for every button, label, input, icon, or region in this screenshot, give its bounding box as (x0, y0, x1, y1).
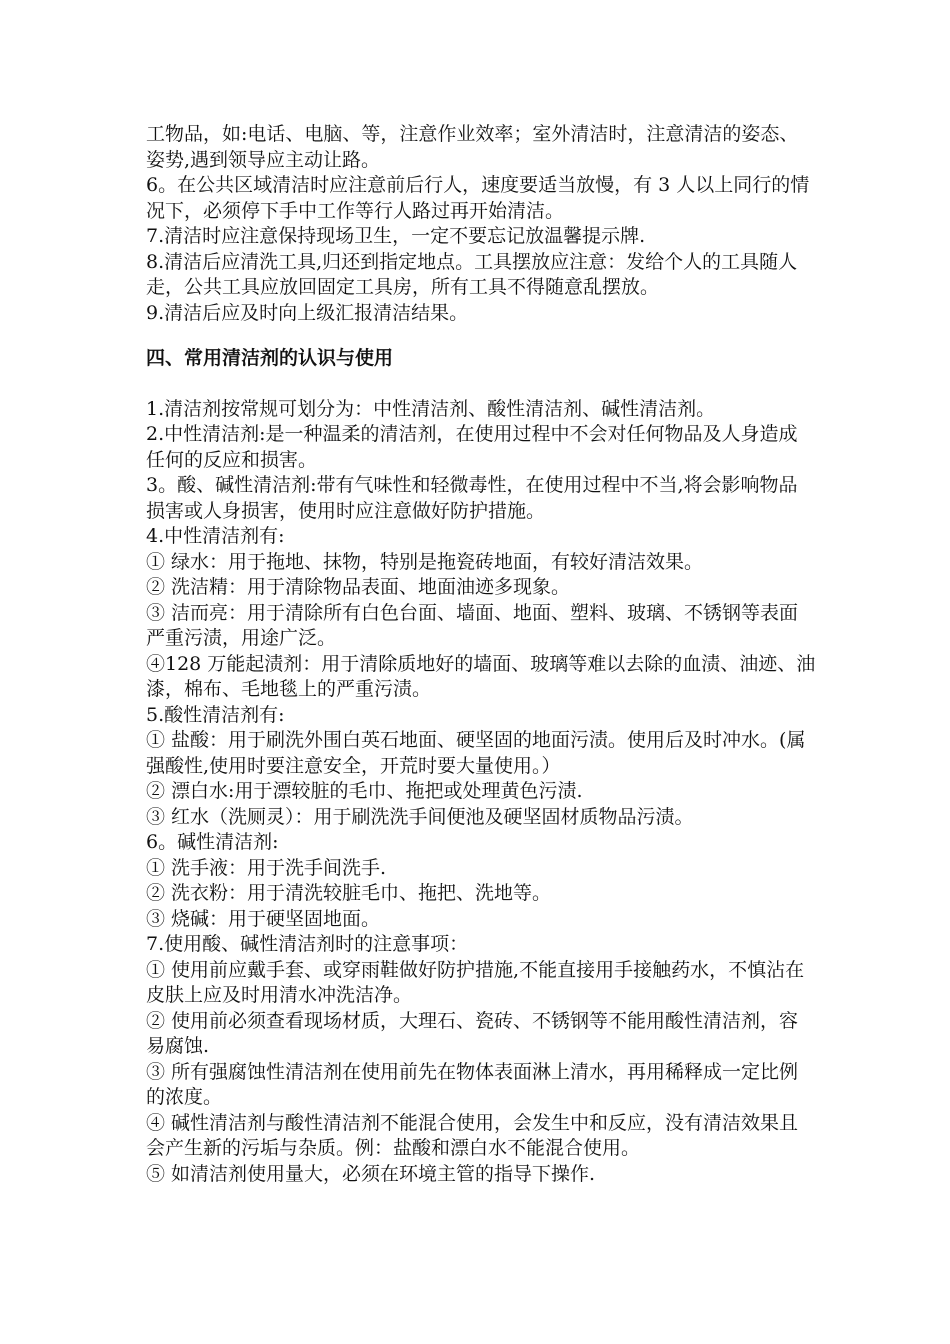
paragraph-item-7: 7.使用酸、碱性清洁剂时的注意事项： (146, 933, 469, 955)
list-item-caution-3: ③ 所有强腐蚀性清洁剂在使用前先在物体表面淋上清水，再用稀释成一定比例的浓度。 (146, 1060, 799, 1108)
paragraph-item-2: 2.中性清洁剂:是一种温柔的清洁剂，在使用过程中不会对任何物品及人身造成任何的反应和损害。 (146, 423, 798, 471)
list-item-acid-2: ② 漂白水:用于漂较脏的毛巾、拖把或处理黄色污渍. (146, 780, 583, 802)
paragraph-rule-7: 7.清洁时应注意保持现场卫生，一定不要忘记放温馨提示牌. (146, 225, 646, 247)
paragraph-item-3: 3。酸、碱性清洁剂:带有气味性和轻微毒性，在使用过程中不当,将会影响物品损害或人身损害，使用时应注意做好防护措施。 (146, 474, 798, 522)
paragraph-rule-6: 6。在公共区域清洁时应注意前后行人，速度要适当放慢，有 3 人以上同行的情况下，必须停下手中工作等行人路过再开始清洁。 (146, 174, 810, 222)
paragraph-rule-8: 8.清洁后应清洗工具,归还到指定地点。工具摆放应注意：发给个人的工具随人走，公共工具应放回固定工具房，所有工具不得随意乱摆放。 (146, 250, 798, 298)
document-page (146, 122, 816, 1187)
list-item-caution-1: ① 使用前应戴手套、或穿雨鞋做好防护措施,不能直接用手接触药水，不慎沾在皮肤上应及时用清水冲洗洁净。 (146, 958, 805, 1006)
list-item-alkali-1: ① 洗手液：用于洗手间洗手. (146, 856, 387, 879)
paragraph-item-1: 1.清洁剂按常规可划分为：中性清洁剂、酸性清洁剂、碱性清洁剂。 (146, 397, 716, 420)
list-item-caution-4: ④ 碱性清洁剂与酸性清洁剂不能混合使用，会发生中和反应，没有清洁效果且会产生新的污垢与杂质。例：盐酸和漂白水不能混合使用。 (146, 1111, 799, 1159)
list-item-neutral-1: ① 绿水：用于拖地、抹物，特别是拖瓷砖地面，有较好清洁效果。 (146, 550, 704, 573)
list-item-neutral-4: ④128 万能起渍剂：用于清除质地好的墙面、玻璃等难以去除的血渍、油迹、油漆，棉布、毛地毯上的严重污渍。 (146, 652, 816, 700)
section-heading: 四、常用清洁剂的认识与使用 (146, 347, 394, 369)
paragraph-item-5: 5.酸性清洁剂有: (146, 703, 285, 726)
list-item-alkali-2: ② 洗衣粉：用于清洗较脏毛巾、拖把、洗地等。 (146, 882, 552, 904)
list-item-alkali-3: ③ 烧碱：用于硬坚固地面。 (146, 907, 381, 930)
paragraph-item-4: 4.中性清洁剂有: (146, 525, 285, 547)
paragraph-item-6: 6。碱性清洁剂: (146, 831, 279, 853)
paragraph-rule-9: 9.清洁后应及时向上级汇报清洁结果。 (146, 301, 469, 324)
list-item-acid-1: ① 盐酸：用于刷洗外围白英石地面、硬坚固的地面污渍。使用后及时冲水。(属强酸性,使用时要注意安全，开荒时要大量使用。） (146, 729, 806, 777)
list-item-acid-3: ③ 红水（洗厕灵）：用于刷洗洗手间便池及硬坚固材质物品污渍。 (146, 805, 694, 828)
paragraph-rule-5-continued: 工物品，如:电话、电脑、等，注意作业效率；室外清洁时，注意清洁的姿态、姿势,遇到领导应主动让路。 (146, 123, 799, 171)
list-item-caution-2: ② 使用前必须查看现场材质，大理石、瓷砖、不锈钢等不能用酸性清洁剂，容易腐蚀. (146, 1009, 799, 1057)
list-item-caution-5: ⑤ 如清洁剂使用量大，必须在环境主管的指导下操作. (146, 1162, 596, 1185)
list-item-neutral-2: ② 洗洁精：用于清除物品表面、地面油迹多现象。 (146, 576, 571, 598)
list-item-neutral-3: ③ 洁而亮：用于清除所有白色台面、墙面、地面、塑料、玻璃、不锈钢等表面严重污渍，用途广泛。 (146, 601, 799, 649)
